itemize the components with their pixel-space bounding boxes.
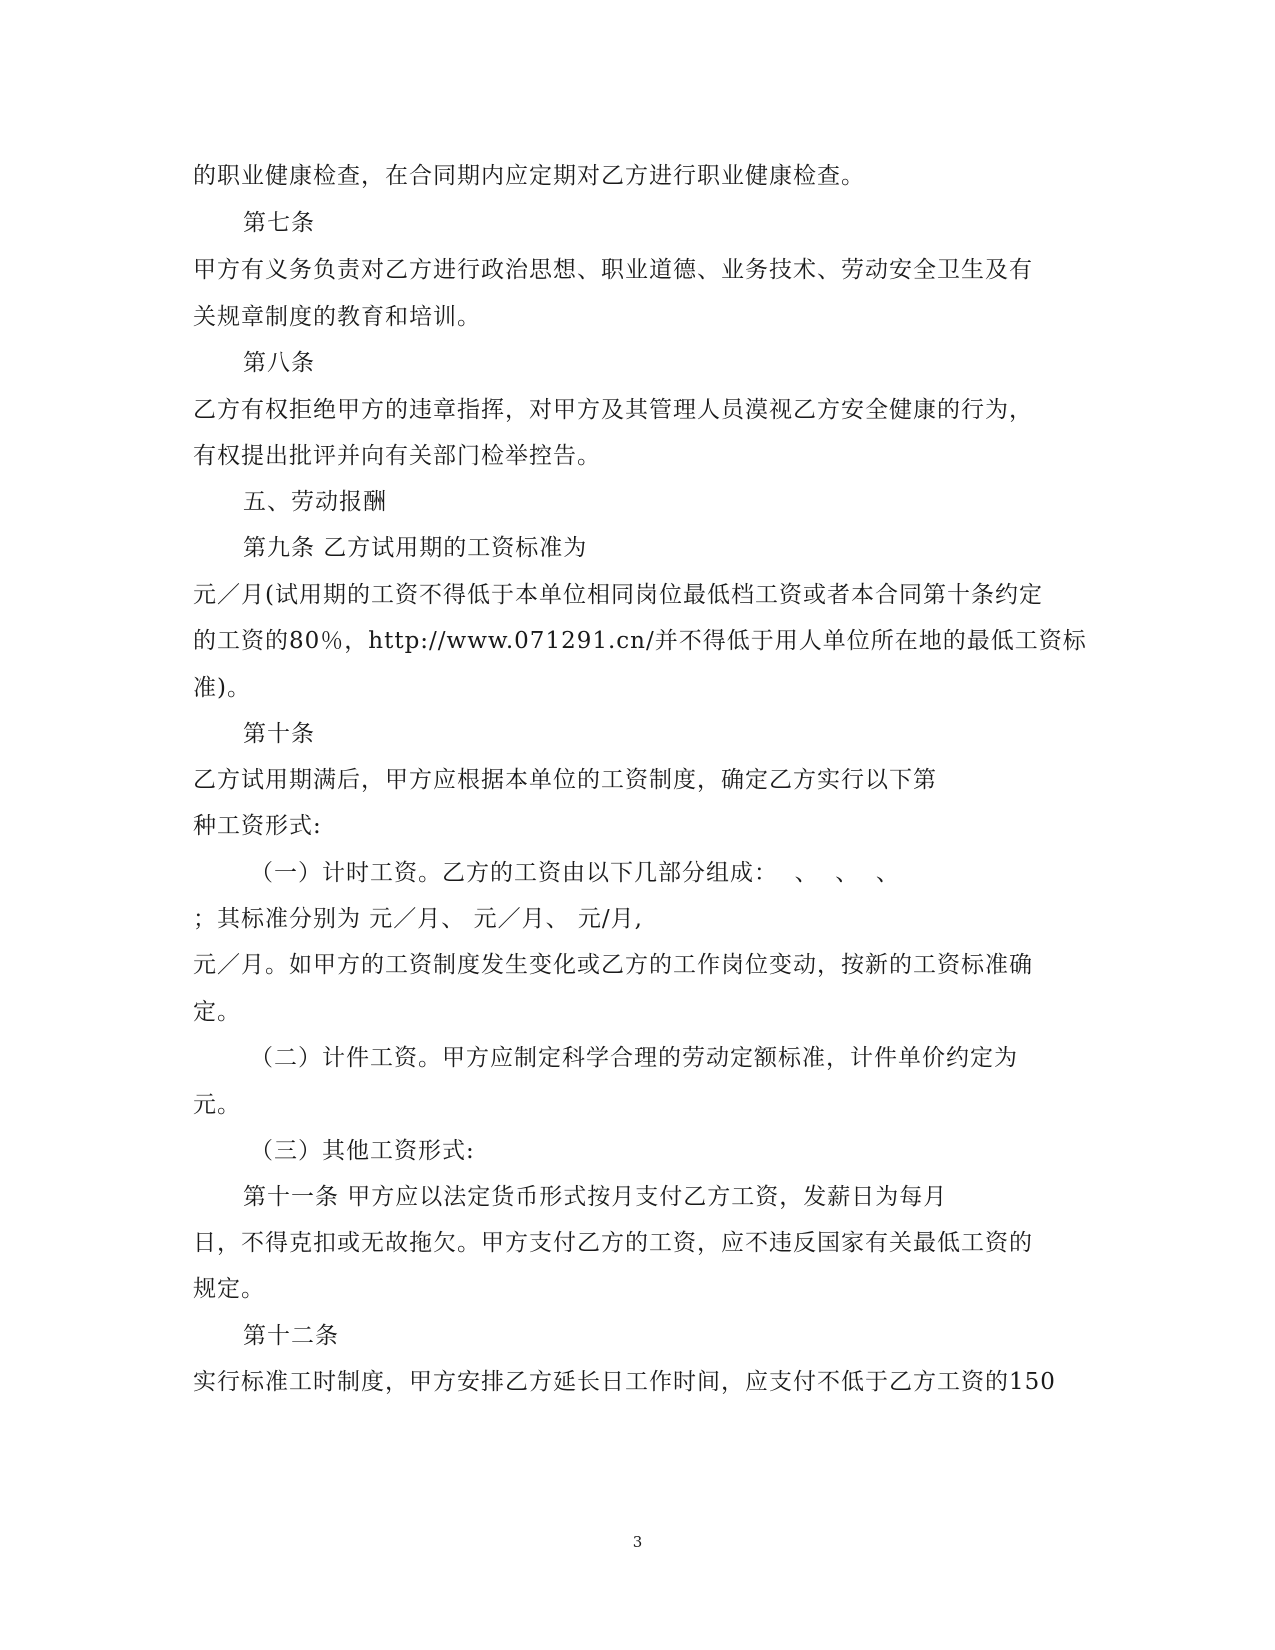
text-line: 定。: [193, 999, 241, 1025]
text-line: 关规章制度的教育和培训。: [193, 304, 481, 330]
text-line: 准)。: [193, 675, 251, 701]
text-line: （二）计件工资。甲方应制定科学合理的劳动定额标准，计件单价约定为: [250, 1045, 1018, 1071]
text-line: 的工资的80％，http://www.071291.cn/并不得低于用人单位所在地的最低工资标: [193, 628, 1087, 654]
text-line: 规定。: [193, 1276, 265, 1302]
article-heading: 第十一条 甲方应以法定货币形式按月支付乙方工资，发薪日为每月: [243, 1184, 948, 1210]
text-line: 乙方有权拒绝甲方的违章指挥，对甲方及其管理人员漠视乙方安全健康的行为，: [193, 397, 1033, 423]
section-heading: 五、劳动报酬: [243, 489, 387, 515]
text-line: （一）计时工资。乙方的工资由以下几部分组成： 、 、 、: [250, 860, 900, 886]
article-heading: 第十条: [243, 721, 315, 747]
text-line: 元／月。如甲方的工资制度发生变化或乙方的工作岗位变动，按新的工资标准确: [193, 952, 1033, 978]
text-line: 的职业健康检查，在合同期内应定期对乙方进行职业健康检查。: [193, 163, 865, 189]
article-heading: 第九条 乙方试用期的工资标准为: [243, 535, 588, 561]
article-heading: 第七条: [243, 210, 315, 236]
text-line: 元／月(试用期的工资不得低于本单位相同岗位最低档工资或者本合同第十条约定: [193, 582, 1043, 608]
text-line: 乙方试用期满后，甲方应根据本单位的工资制度，确定乙方实行以下第: [193, 767, 937, 793]
text-line: 甲方有义务负责对乙方进行政治思想、职业道德、业务技术、劳动安全卫生及有: [193, 257, 1033, 283]
text-line: 日，不得克扣或无故拖欠。甲方支付乙方的工资，应不违反国家有关最低工资的: [193, 1230, 1033, 1256]
text-line: 有权提出批评并向有关部门检举控告。: [193, 443, 601, 469]
text-line: 实行标准工时制度，甲方安排乙方延长日工作时间，应支付不低于乙方工资的150: [193, 1369, 1056, 1395]
text-line: 元。: [193, 1092, 241, 1118]
text-line: ；其标准分别为 元／月、 元／月、 元/月,: [193, 906, 643, 932]
page-number: 3: [632, 1533, 643, 1551]
text-line: 种工资形式:: [193, 813, 322, 839]
text-line: （三）其他工资形式:: [250, 1138, 475, 1164]
article-heading: 第十二条: [243, 1323, 339, 1349]
article-heading: 第八条: [243, 350, 315, 376]
